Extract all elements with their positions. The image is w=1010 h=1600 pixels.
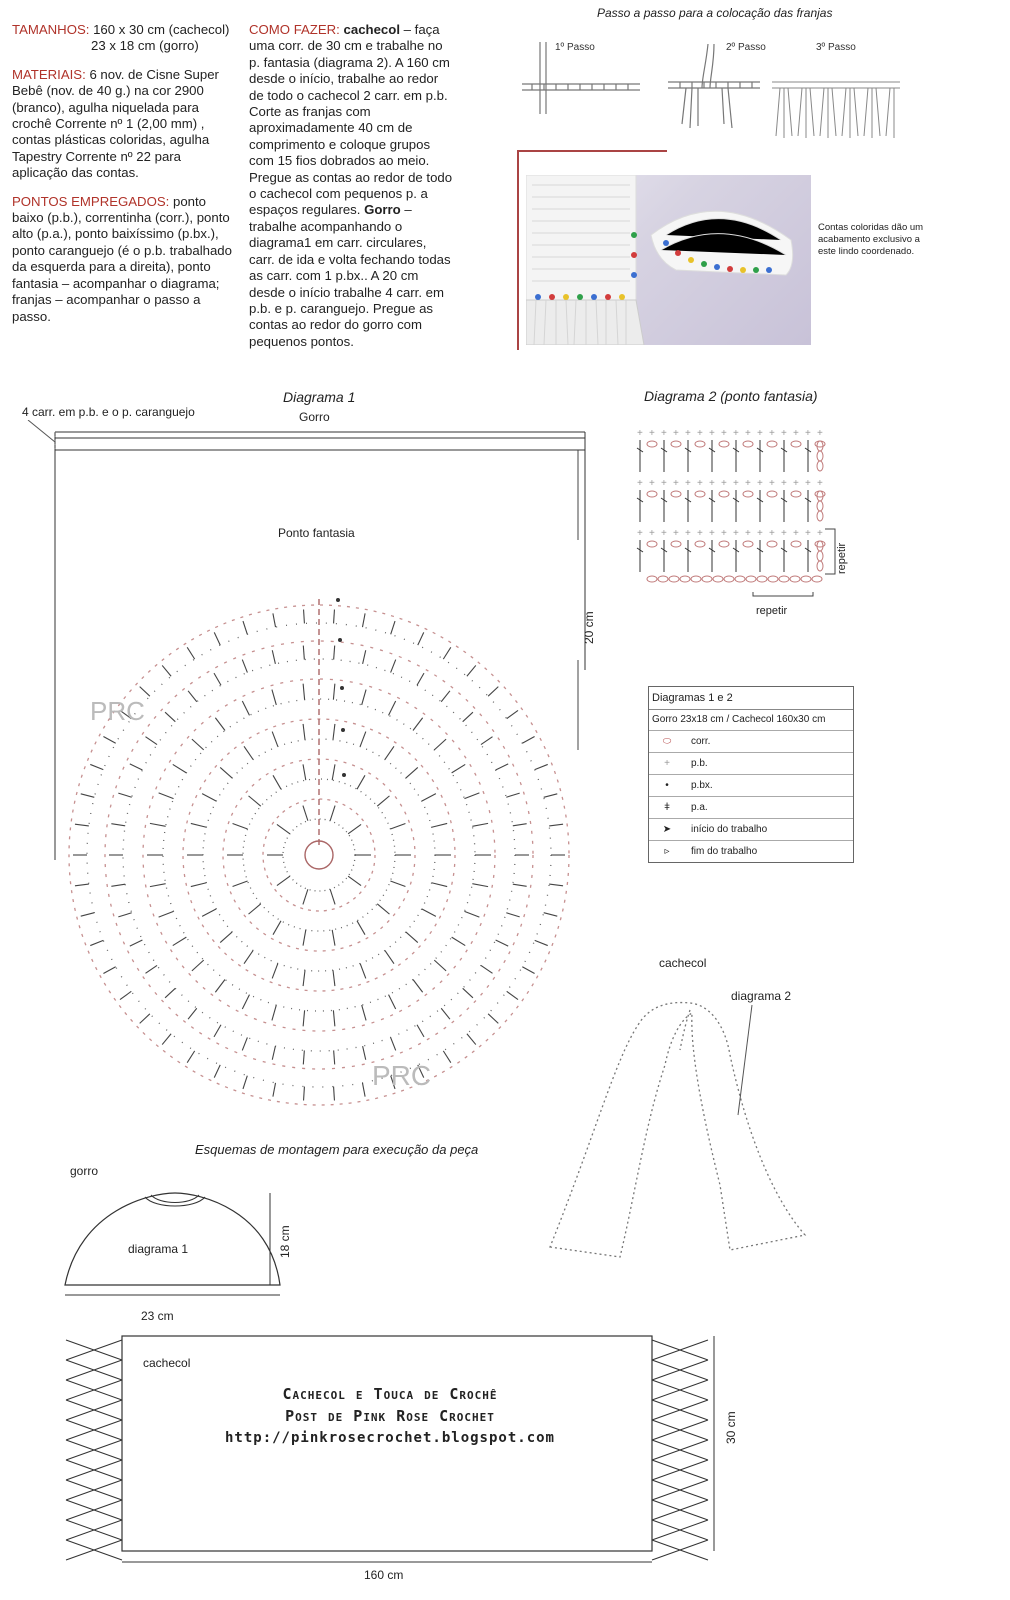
chain-icon: ⬭ bbox=[662, 736, 672, 747]
credit-title: Cachecol e Touca de Crochê bbox=[282, 1385, 498, 1403]
svg-text:+: + bbox=[793, 428, 799, 439]
fringe-step-1-label: 1º Passo bbox=[555, 42, 595, 53]
legend-row-single bbox=[649, 752, 853, 774]
legend-label-start: início do trabalho bbox=[691, 824, 768, 835]
svg-text:+: + bbox=[709, 478, 715, 489]
stitch-legend bbox=[648, 686, 854, 863]
diagram2-chart bbox=[630, 424, 870, 624]
instructions-column bbox=[249, 22, 454, 362]
legend-row-end bbox=[649, 840, 853, 862]
svg-text:+: + bbox=[649, 428, 655, 439]
slip-stitch-icon: • bbox=[665, 780, 669, 791]
cachecol-heading: cachecol bbox=[343, 22, 400, 37]
esquemas-title: Esquemas de montagem para execução da peça bbox=[195, 1142, 479, 1157]
diagram1-subtitle: Gorro bbox=[299, 410, 330, 424]
legend-row-chain bbox=[649, 730, 853, 752]
svg-text:+: + bbox=[721, 478, 727, 489]
svg-text:+: + bbox=[781, 478, 787, 489]
svg-text:+: + bbox=[757, 528, 763, 539]
legend-subtitle: Gorro 23x18 cm / Cachecol 160x30 cm bbox=[649, 709, 853, 730]
fringe-right bbox=[652, 1340, 708, 1560]
svg-text:+: + bbox=[697, 478, 703, 489]
legend-title: Diagramas 1 e 2 bbox=[652, 692, 733, 704]
svg-text:+: + bbox=[745, 528, 751, 539]
svg-text:+: + bbox=[769, 478, 775, 489]
como-fazer-label: COMO FAZER: bbox=[249, 22, 340, 37]
fringe-step-2-drawing bbox=[668, 44, 760, 128]
scarf-sketch-label: diagrama 2 bbox=[731, 989, 792, 1003]
single-crochet-icon: + bbox=[664, 758, 670, 769]
pontos-block bbox=[12, 194, 237, 325]
svg-text:+: + bbox=[805, 478, 811, 489]
start-arrow-icon: ➤ bbox=[662, 824, 672, 835]
end-arrow-icon: ▹ bbox=[664, 846, 670, 857]
svg-text:+: + bbox=[769, 428, 775, 439]
svg-text:+: + bbox=[697, 428, 703, 439]
gorro-height: 18 cm bbox=[278, 1225, 292, 1258]
tamanhos-label: TAMANHOS: bbox=[12, 22, 90, 37]
legend-label-chain: corr. bbox=[691, 736, 711, 747]
cachecol-width: 160 cm bbox=[364, 1568, 404, 1582]
cachecol-sketch-label: cachecol bbox=[143, 1356, 191, 1370]
svg-text:+: + bbox=[637, 428, 643, 439]
double-crochet-icon: ǂ bbox=[664, 802, 670, 813]
tamanhos-hat: 23 x 18 cm (gorro) bbox=[91, 38, 199, 54]
photo-frame-top bbox=[517, 150, 667, 152]
fringe-step-3-label: 3º Passo bbox=[816, 42, 856, 53]
legend-label-slip: p.bx. bbox=[691, 780, 713, 791]
legend-label-single: p.b. bbox=[691, 758, 708, 769]
gorro-heading: Gorro bbox=[364, 202, 401, 218]
watermark-lower: PRC bbox=[372, 1060, 432, 1091]
svg-text:+: + bbox=[805, 428, 811, 439]
gorro-instructions: – trabalhe acompanhando o diagrama1 em carr. circulares, carr. de ida e volta fechando todas as carr. com 1 p.bx.. A 20 cm desde o início trabalhe 4 carr. em p.b. e p. caranguejo. Pregue as contas ao redor do gorro com pequenos pontos. bbox=[249, 202, 451, 349]
pontos-text: ponto baixo (p.b.), correntinha (corr.), ponto alto (p.a.), ponto baixíssimo (p.bx.), ponto caranguejo (é o p.b. trabalhado da esquerda para a direita), ponto fantasia – acompanhar o diagrama; franjas – acompanhar o passo a passo. bbox=[12, 193, 232, 324]
svg-text:+: + bbox=[637, 478, 643, 489]
tamanhos-block bbox=[12, 22, 237, 55]
svg-text:+: + bbox=[673, 428, 679, 439]
materiais-block bbox=[12, 67, 237, 182]
legend-row-slip bbox=[649, 774, 853, 796]
legend-row-double bbox=[649, 796, 853, 818]
credit-url[interactable]: http://pinkrosecrochet.blogspot.com bbox=[224, 1430, 555, 1446]
fringe-step-3-drawing bbox=[772, 82, 900, 138]
fringe-steps-illustration bbox=[510, 24, 900, 154]
diagram2-stitches bbox=[637, 428, 825, 582]
diagram2-repeat-vertical: repetir bbox=[836, 542, 848, 574]
svg-text:+: + bbox=[637, 528, 643, 539]
svg-text:+: + bbox=[793, 528, 799, 539]
como-fazer-block bbox=[249, 22, 454, 350]
fringe-left bbox=[66, 1340, 122, 1560]
diagram1-title: Diagrama 1 bbox=[283, 389, 356, 405]
svg-text:+: + bbox=[709, 428, 715, 439]
svg-text:+: + bbox=[781, 428, 787, 439]
credit-block bbox=[160, 1383, 620, 1449]
svg-text:+: + bbox=[661, 528, 667, 539]
diagram2-repeat-horizontal: repetir bbox=[756, 605, 788, 617]
cachecol-instructions: – faça uma corr. de 30 cm e trabalhe no p. fantasia (diagrama 2). A 160 cm desde o início, trabalhe ao redor de todo o cachecol 2 carr. em p.b. Corte as franjas com aproximadamente 40 cm de comprimento e coloque grupos com 15 fios dobrados ao meio. Pregue as contas ao redor de todo o cachecol com pequenos p. a espaços regulares. bbox=[249, 22, 453, 218]
pontos-label: PONTOS EMPREGADOS: bbox=[12, 193, 170, 209]
diagram1-edge-note: 4 carr. em p.b. e o p. caranguejo bbox=[22, 405, 195, 419]
svg-text:+: + bbox=[649, 478, 655, 489]
materiais-label: MATERIAIS: bbox=[12, 66, 86, 82]
svg-text:+: + bbox=[757, 428, 763, 439]
svg-text:+: + bbox=[745, 428, 751, 439]
svg-text:+: + bbox=[757, 478, 763, 489]
diagram2-title: Diagrama 2 (ponto fantasia) bbox=[644, 388, 818, 404]
legend-row-start bbox=[649, 818, 853, 840]
materials-column bbox=[12, 22, 237, 337]
fringe-steps-title: Passo a passo para a colocação das franjas bbox=[597, 6, 833, 20]
svg-text:+: + bbox=[817, 478, 823, 489]
credit-author: Post de Pink Rose Crochet bbox=[285, 1407, 495, 1425]
svg-text:+: + bbox=[793, 478, 799, 489]
legend-label-double: p.a. bbox=[691, 802, 708, 813]
svg-text:+: + bbox=[733, 528, 739, 539]
svg-text:+: + bbox=[697, 528, 703, 539]
diagram1-chart bbox=[0, 420, 600, 1140]
diagram1-ponto-label: Ponto fantasia bbox=[278, 526, 355, 540]
gorro-width: 23 cm bbox=[141, 1309, 174, 1323]
svg-text:+: + bbox=[709, 528, 715, 539]
svg-text:+: + bbox=[721, 528, 727, 539]
svg-text:+: + bbox=[685, 428, 691, 439]
gorro-sketch-label: gorro bbox=[70, 1164, 99, 1178]
svg-text:+: + bbox=[673, 478, 679, 489]
svg-text:+: + bbox=[817, 428, 823, 439]
svg-text:+: + bbox=[673, 528, 679, 539]
photo-caption: Contas coloridas dão um acabamento exclusivo a este lindo coordenado. bbox=[818, 222, 924, 257]
fringe-step-2-label: 2º Passo bbox=[726, 42, 766, 53]
photo-frame-line bbox=[517, 150, 519, 350]
svg-text:+: + bbox=[817, 528, 823, 539]
svg-text:+: + bbox=[745, 478, 751, 489]
svg-text:+: + bbox=[805, 528, 811, 539]
scarf-sketch-title: cachecol bbox=[659, 956, 707, 970]
svg-text:+: + bbox=[685, 528, 691, 539]
svg-text:+: + bbox=[661, 428, 667, 439]
watermark-upper: PRC bbox=[90, 696, 145, 726]
svg-text:+: + bbox=[685, 478, 691, 489]
svg-text:+: + bbox=[661, 478, 667, 489]
svg-text:+: + bbox=[721, 428, 727, 439]
gorro-sketch-inner: diagrama 1 bbox=[128, 1242, 189, 1256]
tamanhos-scarf: 160 x 30 cm (cachecol) bbox=[93, 22, 230, 37]
legend-label-end: fim do trabalho bbox=[691, 846, 758, 857]
svg-text:+: + bbox=[733, 428, 739, 439]
cachecol-height: 30 cm bbox=[724, 1411, 738, 1444]
svg-text:+: + bbox=[769, 528, 775, 539]
diagram1-height-label: 20 cm bbox=[582, 611, 596, 644]
product-photo-drawing bbox=[526, 175, 811, 345]
scarf-sketch bbox=[540, 995, 830, 1275]
svg-text:+: + bbox=[649, 528, 655, 539]
diagram1-frame bbox=[28, 420, 585, 860]
materiais-text: 6 nov. de Cisne Super Bebê (nov. de 40 g.) na cor 2900 (branco), agulha niquelada para crochê Corrente nº 1 (2,00 mm) , contas plásticas coloridas, agulha Tapestry Corrente nº 22 para aplicação das contas. bbox=[12, 66, 219, 181]
svg-text:+: + bbox=[733, 478, 739, 489]
svg-text:+: + bbox=[781, 528, 787, 539]
product-photo bbox=[526, 175, 811, 345]
